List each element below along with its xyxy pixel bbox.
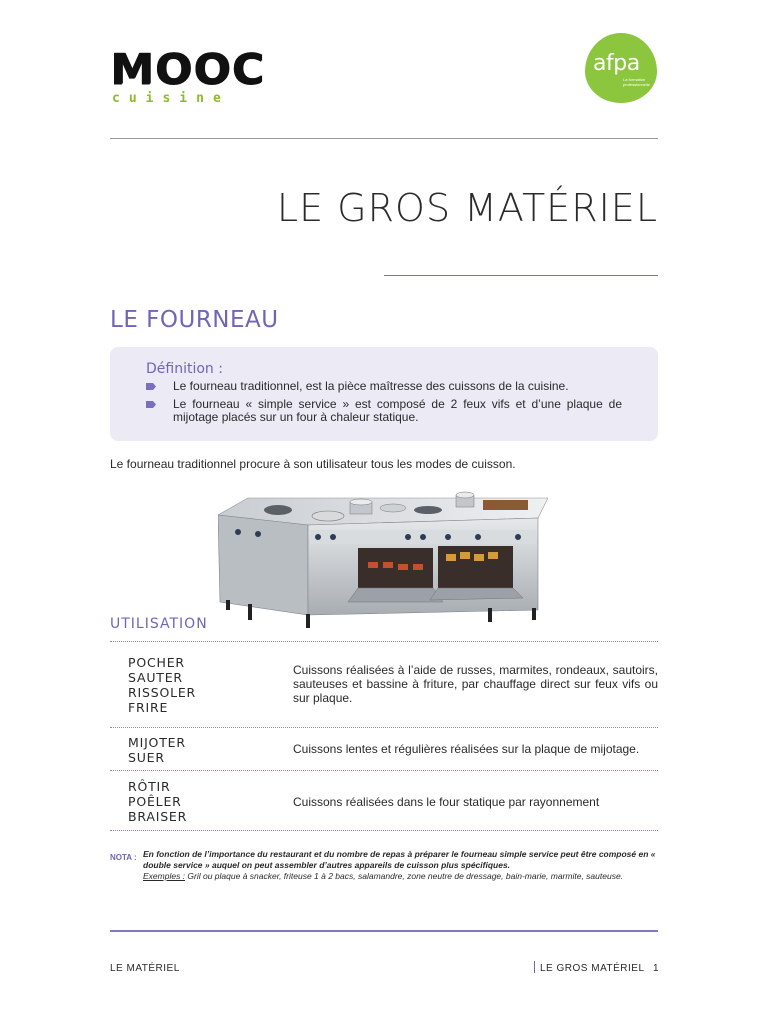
table-row-description: Cuissons réalisées dans le four statique par rayonnement [293,795,600,809]
verb: POÊLER [128,794,182,809]
intro-paragraph: Le fourneau traditionnel procure à son utilisateur tous les modes de cuisson. [110,457,516,471]
table-row-verbs [128,655,196,715]
verb: POCHER [128,655,185,670]
footer-separator [534,961,535,973]
mooc-cuisine-logo [110,45,265,108]
table-row-verbs [128,779,187,824]
afpa-logo-word: afpa [593,51,640,76]
nota-label: NOTA : [110,853,137,862]
nota-examples [143,871,658,882]
logo-subword: cuisine [112,91,230,106]
table-divider [110,641,658,642]
afpa-logo-tagline: La formation professionnelle [623,77,650,87]
footer-chapter: LE MATÉRIEL [110,963,180,974]
footer-section: LE GROS MATÉRIEL [540,963,645,974]
page-number: 1 [653,963,659,974]
verb: SUER [128,750,165,765]
table-divider [110,830,658,831]
verb: MIJOTER [128,735,186,750]
footer-divider [110,930,658,932]
arrow-bullet-icon [146,401,156,408]
table-divider [110,770,658,771]
table-divider [110,727,658,728]
table-row-verbs [128,735,186,765]
nota-text: En fonction de l’importance du restaurant et du nombre de repas à préparer le fourneau simple service peut être composé en « double service » auquel on peut assembler d’autres appareils de cuisson plus spécifiques. [143,849,656,870]
verb: RÔTIR [128,779,171,794]
logo-word: MOOC [110,45,265,94]
definition-title: Définition : [146,361,223,377]
verb: FRIRE [128,700,169,715]
definition-item-text: Le fourneau « simple service » est composé de 2 feux vifs et d’une plaque de mijotage placés sur un four à chaleur statique. [173,397,622,424]
title-divider [384,275,658,276]
verb: BRAISER [128,809,188,824]
header-divider [110,138,658,139]
table-row-description: Cuissons lentes et régulières réalisées sur la plaque de mijotage. [293,742,640,756]
examples-label: Exemples : [143,871,186,881]
verb: RISSOLER [128,685,197,700]
section-title: LE FOURNEAU [110,307,279,333]
nota-block [110,849,658,882]
page-title: LE GROS MATÉRIEL [276,186,658,230]
table-row-description: Cuissons réalisées à l’aide de russes, marmites, rondeaux, sautoirs, sauteuses et bassine à friture, par chauffage direct sur feux vifs ou sur plaque. [293,663,658,705]
verb: SAUTER [128,670,183,685]
examples-text: Gril ou plaque à snacker, friteuse 1 à 2 bacs, salamandre, zone neutre de dressage, bain-marie, marmite, sauteuse. [185,871,624,881]
usage-title: UTILISATION [110,616,208,632]
stove-illustration [218,480,548,630]
arrow-bullet-icon [146,383,156,390]
definition-item [146,380,622,393]
definition-item [146,398,622,424]
definition-item-text: Le fourneau traditionnel, est la pièce maîtresse des cuissons de la cuisine. [173,379,569,393]
afpa-logo [585,33,657,103]
